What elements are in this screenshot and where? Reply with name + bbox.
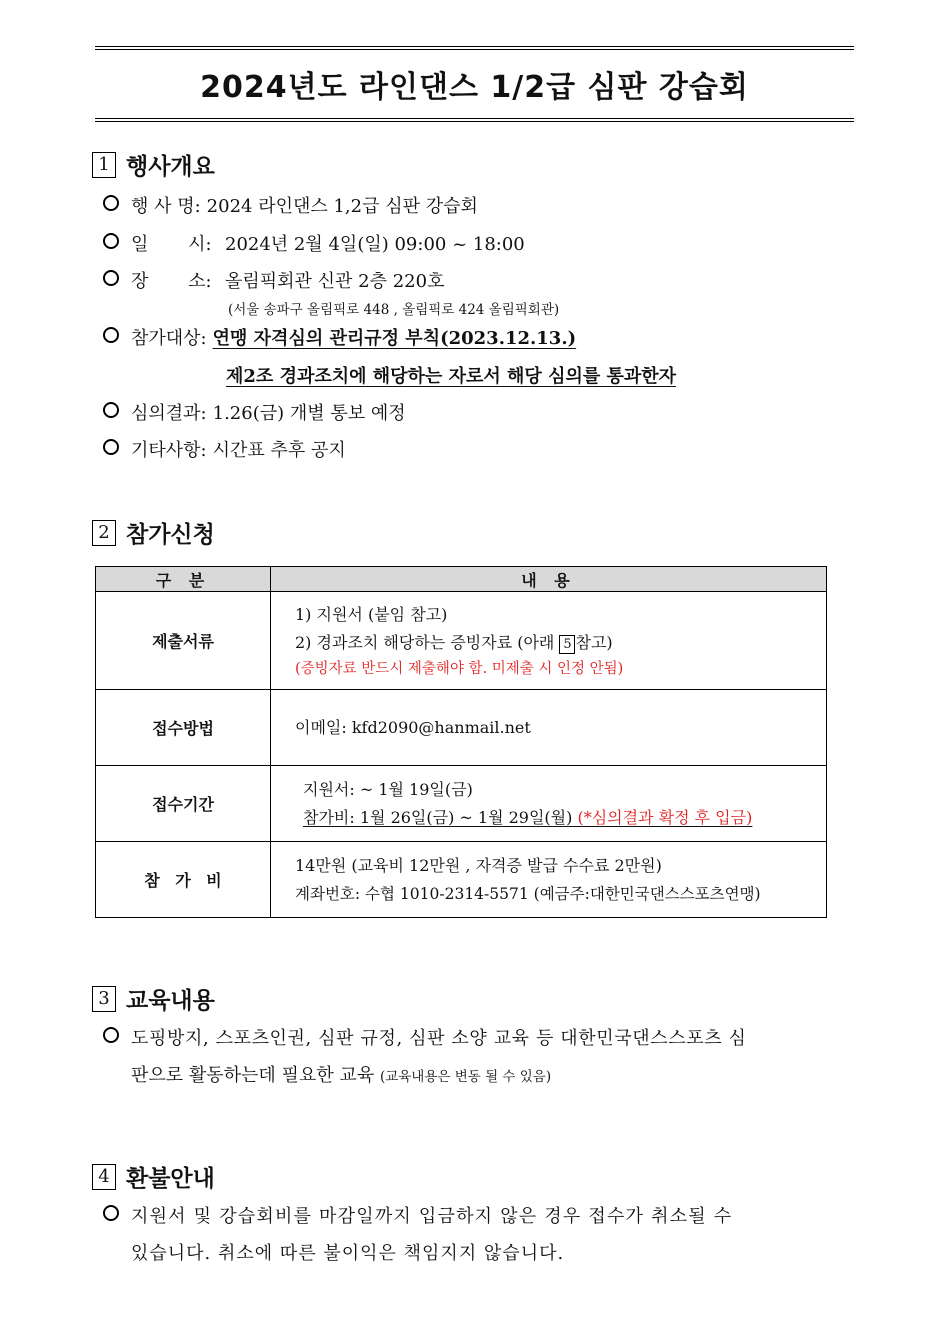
header-category: 구 분 [96,567,271,592]
table-row [96,842,827,918]
section-overview-heading [92,148,215,181]
row-value [271,592,827,690]
row-key: 접수방법 [96,690,271,766]
refund-text-1: 지원서 및 강습회비를 마감일까지 입금하지 않은 경우 접수가 취소될 수 [131,1206,733,1227]
target-line-1: 연맹 자격심의 관리규정 부칙(2023.12.13.) [212,328,577,349]
docs-line-1: 1) 지원서 (붙임 참고) [295,604,448,624]
section-apply-heading [92,516,215,549]
row-value [271,842,827,918]
education-text-1: 도핑방지, 스포츠인권, 심판 규정, 심판 소양 교육 등 대한민국댄스스포츠 심 [131,1028,747,1049]
circle-bullet-icon [103,327,119,343]
table-row [96,766,827,842]
section-title: 교육내용 [126,988,215,1014]
education-paragraph [103,1020,838,1096]
field-value: 2024년 2월 4일(일) 09:00 ~ 18:00 [225,234,525,255]
circle-bullet-icon [103,439,119,455]
field-label: 기타사항: [131,440,207,461]
education-note: (교육내용은 변동 될 수 있음) [379,1069,552,1085]
application-table [95,566,827,918]
field-value: 시간표 추후 공지 [212,440,346,461]
fee-line-2: 계좌번호: 수협 1010-2314-5571 (예금주:대한민국댄스스포츠연맹) [295,884,761,903]
overview-etc [103,436,346,462]
period-line-2-text: 참가비: 1월 26일(금) ~ 1월 29일(월) [303,807,573,827]
table-row [96,690,827,766]
field-value: 2024 라인댄스 1,2급 심판 강습회 [206,196,478,217]
field-value: 1.26(금) 개별 통보 예정 [212,403,406,424]
circle-bullet-icon [103,1205,119,1221]
education-line-1 [103,1020,838,1057]
field-value: 올림픽회관 신관 2층 220호 [225,271,445,292]
section-refund-heading [92,1160,215,1193]
circle-bullet-icon [103,402,119,418]
overview-place [103,267,444,293]
field-label: 참가대상: [131,328,207,349]
header-content: 내 용 [271,567,827,592]
field-label: 일 시: [131,234,212,255]
target-line-2: 제2조 경과조치에 해당하는 자로서 해당 심의를 통과한자 [226,366,677,387]
docs-line-2 [295,629,825,657]
section-number-box: 1 [92,152,116,178]
refund-paragraph [103,1198,838,1272]
docs-line-2-text: 2) 경과조치 해당하는 증빙자료 (아래 [295,632,560,652]
refund-line-1 [103,1198,838,1235]
target-line-2-wrap [226,362,676,388]
field-label: 행 사 명: [131,196,201,217]
field-label: 장 소: [131,271,212,292]
period-note: (*심의결과 확정 후 입금) [577,807,753,827]
table-row [96,592,827,690]
section-number-box: 2 [92,520,116,546]
section-number-box: 4 [92,1164,116,1190]
education-text-2: 판으로 활동하는데 필요한 교육 [131,1065,375,1086]
row-key: 제출서류 [96,592,271,690]
section-title: 행사개요 [126,154,215,180]
row-value: 이메일: kfd2090@hanmail.net [271,690,827,766]
docs-warning: (증빙자료 반드시 제출해야 함. 미제출 시 인정 안됨) [295,660,624,677]
section-ref-box: 5 [559,635,575,654]
docs-line-2-tail: 참고) [575,632,613,652]
row-key: 참 가 비 [96,842,271,918]
row-key: 접수기간 [96,766,271,842]
section-education-heading [92,982,215,1015]
period-line-1: 지원서: ~ 1월 19일(금) [303,779,473,799]
place-address: (서울 송파구 올림픽로 448 , 올림픽로 424 올림픽회관) [228,302,560,318]
circle-bullet-icon [103,1027,119,1043]
section-title: 참가신청 [126,522,215,548]
field-label: 심의결과: [131,403,207,424]
section-number-box: 3 [92,986,116,1012]
circle-bullet-icon [103,233,119,249]
overview-result [103,399,406,425]
table-header-row [96,567,827,592]
overview-target [103,324,576,350]
refund-line-2: 있습니다. 취소에 따른 불이익은 책임지지 않습니다. [131,1243,565,1264]
page-title: 2024년도 라인댄스 1/2급 심판 강습회 [200,70,749,105]
education-line-2 [103,1057,838,1096]
row-value [271,766,827,842]
circle-bullet-icon [103,195,119,211]
fee-line-1: 14만원 (교육비 12만원 , 자격증 발급 수수료 2만원) [295,855,662,875]
overview-datetime [103,230,525,256]
title-banner [95,46,854,122]
period-line-2 [303,804,825,832]
circle-bullet-icon [103,270,119,286]
section-title: 환불안내 [126,1166,215,1192]
overview-event-name [103,192,478,218]
